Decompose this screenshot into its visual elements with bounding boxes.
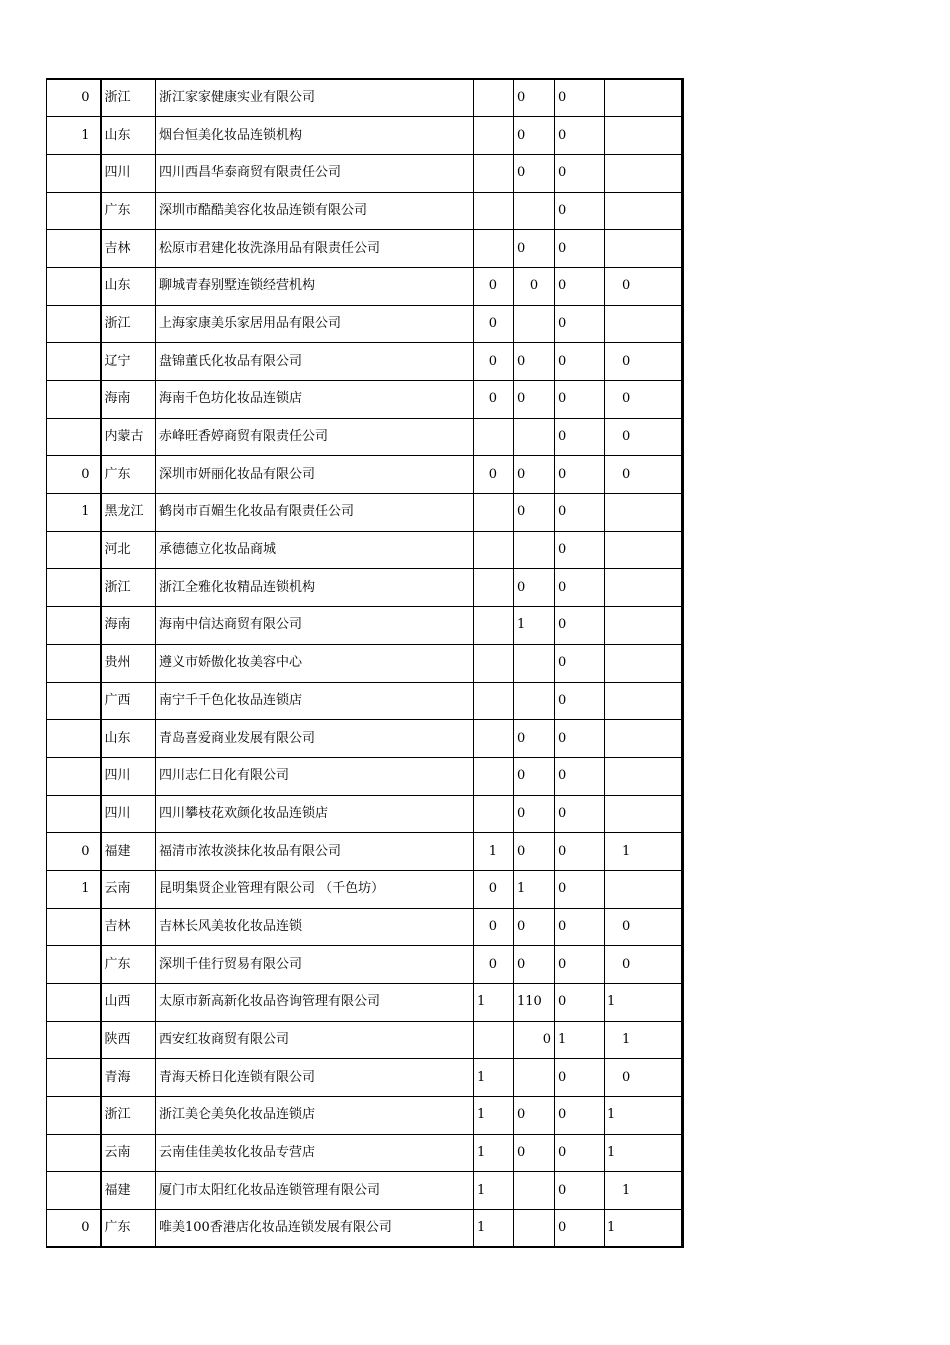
- table-row: [47, 569, 683, 607]
- value-2-cell: 1: [514, 607, 555, 645]
- province-cell: 广东: [101, 946, 156, 984]
- value-3-cell: 0: [555, 267, 605, 305]
- table-row: [47, 607, 683, 645]
- row-index-cell: [47, 531, 101, 569]
- value-3-cell: 0: [555, 418, 605, 456]
- province-cell: 吉林: [101, 908, 156, 946]
- row-index-cell: 0: [47, 833, 101, 871]
- company-name-cell: 盘锦董氏化妆品有限公司: [156, 343, 474, 381]
- province-cell: 广西: [101, 682, 156, 720]
- table-row: [47, 305, 683, 343]
- value-3-cell: 0: [555, 1097, 605, 1135]
- row-index-cell: [47, 230, 101, 268]
- province-cell: 吉林: [101, 230, 156, 268]
- value-4-cell: 0: [605, 908, 683, 946]
- value-1-cell: [474, 154, 514, 192]
- table-row: [47, 908, 683, 946]
- company-name-cell: 青海天桥日化连锁有限公司: [156, 1059, 474, 1097]
- row-index-cell: [47, 908, 101, 946]
- row-index-cell: [47, 682, 101, 720]
- value-1-cell: 0: [474, 908, 514, 946]
- table-row: [47, 117, 683, 155]
- province-cell: 山西: [101, 984, 156, 1022]
- value-1-cell: [474, 192, 514, 230]
- table-row: [47, 192, 683, 230]
- province-cell: 黑龙江: [101, 494, 156, 532]
- value-1-cell: [474, 117, 514, 155]
- value-3-cell: 0: [555, 192, 605, 230]
- value-3-cell: 0: [555, 1172, 605, 1210]
- row-index-cell: [47, 607, 101, 645]
- value-1-cell: [474, 607, 514, 645]
- province-cell: 海南: [101, 381, 156, 419]
- table-row: [47, 418, 683, 456]
- value-4-cell: 0: [605, 946, 683, 984]
- company-name-cell: 海南中信达商贸有限公司: [156, 607, 474, 645]
- table-row: [47, 456, 683, 494]
- company-name-cell: 深圳市酷酷美容化妆品连锁有限公司: [156, 192, 474, 230]
- value-4-cell: [605, 644, 683, 682]
- province-cell: 四川: [101, 154, 156, 192]
- value-4-cell: 1: [605, 1097, 683, 1135]
- value-2-cell: [514, 1210, 555, 1248]
- value-1-cell: [474, 682, 514, 720]
- value-1-cell: [474, 494, 514, 532]
- company-name-cell: 浙江美仑美奂化妆品连锁店: [156, 1097, 474, 1135]
- province-cell: 山东: [101, 267, 156, 305]
- value-4-cell: 0: [605, 456, 683, 494]
- row-index-cell: [47, 984, 101, 1022]
- row-index-cell: [47, 757, 101, 795]
- row-index-cell: 0: [47, 79, 101, 117]
- value-2-cell: 0: [514, 1097, 555, 1135]
- value-3-cell: 0: [555, 870, 605, 908]
- value-2-cell: [514, 682, 555, 720]
- value-4-cell: [605, 494, 683, 532]
- value-4-cell: [605, 117, 683, 155]
- value-3-cell: 0: [555, 1059, 605, 1097]
- value-1-cell: 1: [474, 833, 514, 871]
- value-1-cell: [474, 418, 514, 456]
- row-index-cell: [47, 192, 101, 230]
- value-4-cell: [605, 607, 683, 645]
- company-name-cell: 浙江家家健康实业有限公司: [156, 79, 474, 117]
- value-3-cell: 0: [555, 720, 605, 758]
- company-name-cell: 遵义市娇傲化妆美容中心: [156, 644, 474, 682]
- row-index-cell: 0: [47, 456, 101, 494]
- value-4-cell: [605, 230, 683, 268]
- value-3-cell: 0: [555, 343, 605, 381]
- value-4-cell: [605, 720, 683, 758]
- row-index-cell: [47, 305, 101, 343]
- value-2-cell: 0: [514, 117, 555, 155]
- value-4-cell: 1: [605, 1021, 683, 1059]
- value-3-cell: 0: [555, 1210, 605, 1248]
- value-2-cell: 1: [514, 870, 555, 908]
- province-cell: 山东: [101, 117, 156, 155]
- value-1-cell: 0: [474, 870, 514, 908]
- value-2-cell: 0: [514, 908, 555, 946]
- value-4-cell: [605, 531, 683, 569]
- value-3-cell: 0: [555, 569, 605, 607]
- value-1-cell: [474, 569, 514, 607]
- table-row: [47, 984, 683, 1022]
- company-name-cell: 南宁千千色化妆品连锁店: [156, 682, 474, 720]
- value-1-cell: 1: [474, 1210, 514, 1248]
- province-cell: 福建: [101, 1172, 156, 1210]
- value-1-cell: [474, 720, 514, 758]
- table-row: [47, 833, 683, 871]
- table-body: [47, 79, 683, 1247]
- company-name-cell: 烟台恒美化妆品连锁机构: [156, 117, 474, 155]
- table-row: [47, 795, 683, 833]
- company-name-cell: 吉林长风美妆化妆品连锁: [156, 908, 474, 946]
- value-3-cell: 0: [555, 494, 605, 532]
- value-4-cell: [605, 870, 683, 908]
- company-name-cell: 青岛喜爱商业发展有限公司: [156, 720, 474, 758]
- company-name-cell: 太原市新高新化妆品咨询管理有限公司: [156, 984, 474, 1022]
- province-cell: 广东: [101, 456, 156, 494]
- value-4-cell: 1: [605, 1210, 683, 1248]
- table-row: [47, 757, 683, 795]
- table-row: [47, 1097, 683, 1135]
- company-name-cell: 福清市浓妆淡抹化妆品有限公司: [156, 833, 474, 871]
- table-row: [47, 682, 683, 720]
- row-index-cell: 1: [47, 870, 101, 908]
- value-4-cell: [605, 795, 683, 833]
- table-row: [47, 1021, 683, 1059]
- value-1-cell: 1: [474, 984, 514, 1022]
- company-name-cell: 聊城青春别墅连锁经营机构: [156, 267, 474, 305]
- value-2-cell: [514, 1172, 555, 1210]
- value-4-cell: 0: [605, 381, 683, 419]
- value-2-cell: 0: [514, 494, 555, 532]
- value-3-cell: 0: [555, 908, 605, 946]
- value-3-cell: 0: [555, 682, 605, 720]
- company-name-cell: 西安红妆商贸有限公司: [156, 1021, 474, 1059]
- value-2-cell: 0: [514, 456, 555, 494]
- value-3-cell: 0: [555, 456, 605, 494]
- value-4-cell: [605, 305, 683, 343]
- value-4-cell: [605, 757, 683, 795]
- value-3-cell: 0: [555, 984, 605, 1022]
- row-index-cell: [47, 267, 101, 305]
- value-1-cell: 1: [474, 1134, 514, 1172]
- value-1-cell: 1: [474, 1097, 514, 1135]
- value-2-cell: [514, 644, 555, 682]
- value-3-cell: 1: [555, 1021, 605, 1059]
- value-3-cell: 0: [555, 230, 605, 268]
- province-cell: 云南: [101, 1134, 156, 1172]
- province-cell: 辽宁: [101, 343, 156, 381]
- value-2-cell: 0: [514, 757, 555, 795]
- table-row: [47, 343, 683, 381]
- province-cell: 海南: [101, 607, 156, 645]
- value-1-cell: [474, 531, 514, 569]
- value-2-cell: 0: [514, 343, 555, 381]
- province-cell: 浙江: [101, 1097, 156, 1135]
- company-name-cell: 深圳千佳行贸易有限公司: [156, 946, 474, 984]
- company-name-cell: 鹤岗市百媚生化妆品有限责任公司: [156, 494, 474, 532]
- row-index-cell: [47, 644, 101, 682]
- value-3-cell: 0: [555, 946, 605, 984]
- value-4-cell: [605, 79, 683, 117]
- value-4-cell: [605, 192, 683, 230]
- row-index-cell: [47, 795, 101, 833]
- value-3-cell: 0: [555, 644, 605, 682]
- value-2-cell: [514, 305, 555, 343]
- province-cell: 浙江: [101, 305, 156, 343]
- province-cell: 四川: [101, 795, 156, 833]
- table-row: [47, 1210, 683, 1248]
- value-2-cell: [514, 418, 555, 456]
- value-2-cell: 0: [514, 833, 555, 871]
- table-row: [47, 267, 683, 305]
- company-name-cell: 唯美100香港店化妆品连锁发展有限公司: [156, 1210, 474, 1248]
- table-row: [47, 1059, 683, 1097]
- value-1-cell: [474, 79, 514, 117]
- value-1-cell: [474, 795, 514, 833]
- value-4-cell: 0: [605, 267, 683, 305]
- value-2-cell: 110: [514, 984, 555, 1022]
- row-index-cell: [47, 154, 101, 192]
- row-index-cell: 1: [47, 494, 101, 532]
- value-2-cell: 0: [514, 79, 555, 117]
- province-cell: 山东: [101, 720, 156, 758]
- company-name-cell: 昆明集贤企业管理有限公司 （千色坊）: [156, 870, 474, 908]
- company-name-cell: 深圳市妍丽化妆品有限公司: [156, 456, 474, 494]
- table-row: [47, 644, 683, 682]
- value-2-cell: [514, 192, 555, 230]
- province-cell: 贵州: [101, 644, 156, 682]
- value-3-cell: 0: [555, 117, 605, 155]
- value-1-cell: 0: [474, 381, 514, 419]
- table-row: [47, 1134, 683, 1172]
- value-1-cell: [474, 1021, 514, 1059]
- table-row: [47, 1172, 683, 1210]
- company-name-cell: 厦门市太阳红化妆品连锁管理有限公司: [156, 1172, 474, 1210]
- table-row: [47, 154, 683, 192]
- table-row: [47, 79, 683, 117]
- value-3-cell: 0: [555, 381, 605, 419]
- value-4-cell: 0: [605, 418, 683, 456]
- row-index-cell: [47, 569, 101, 607]
- province-cell: 陕西: [101, 1021, 156, 1059]
- table-row: [47, 381, 683, 419]
- province-cell: 福建: [101, 833, 156, 871]
- value-1-cell: 1: [474, 1172, 514, 1210]
- row-index-cell: [47, 1097, 101, 1135]
- value-1-cell: [474, 757, 514, 795]
- company-name-cell: 四川志仁日化有限公司: [156, 757, 474, 795]
- row-index-cell: [47, 1134, 101, 1172]
- value-2-cell: 0: [514, 720, 555, 758]
- row-index-cell: [47, 418, 101, 456]
- table-row: [47, 720, 683, 758]
- value-4-cell: 0: [605, 1059, 683, 1097]
- value-4-cell: 0: [605, 343, 683, 381]
- province-cell: 云南: [101, 870, 156, 908]
- row-index-cell: [47, 1172, 101, 1210]
- row-index-cell: 0: [47, 1210, 101, 1248]
- value-1-cell: 0: [474, 946, 514, 984]
- value-2-cell: 0: [514, 381, 555, 419]
- value-4-cell: 1: [605, 984, 683, 1022]
- province-cell: 河北: [101, 531, 156, 569]
- table-row: [47, 946, 683, 984]
- row-index-cell: [47, 720, 101, 758]
- value-1-cell: 0: [474, 456, 514, 494]
- data-table: [46, 78, 684, 1248]
- company-name-cell: 云南佳佳美妆化妆品专营店: [156, 1134, 474, 1172]
- company-name-cell: 浙江全雅化妆精品连锁机构: [156, 569, 474, 607]
- value-3-cell: 0: [555, 154, 605, 192]
- value-2-cell: 0: [514, 230, 555, 268]
- value-3-cell: 0: [555, 305, 605, 343]
- value-4-cell: [605, 682, 683, 720]
- value-1-cell: 1: [474, 1059, 514, 1097]
- company-name-cell: 承德德立化妆品商城: [156, 531, 474, 569]
- value-2-cell: 0: [514, 154, 555, 192]
- value-2-cell: [514, 1059, 555, 1097]
- value-2-cell: 0: [514, 946, 555, 984]
- value-2-cell: 0: [514, 1134, 555, 1172]
- value-2-cell: 0: [514, 795, 555, 833]
- company-name-cell: 松原市君建化妆洗涤用品有限责任公司: [156, 230, 474, 268]
- table-row: [47, 531, 683, 569]
- row-index-cell: 1: [47, 117, 101, 155]
- value-1-cell: 0: [474, 267, 514, 305]
- value-3-cell: 0: [555, 795, 605, 833]
- province-cell: 内蒙古: [101, 418, 156, 456]
- value-4-cell: [605, 569, 683, 607]
- province-cell: 浙江: [101, 569, 156, 607]
- table-row: [47, 230, 683, 268]
- value-4-cell: 1: [605, 833, 683, 871]
- value-3-cell: 0: [555, 1134, 605, 1172]
- company-name-cell: 四川攀枝花欢颜化妆品连锁店: [156, 795, 474, 833]
- row-index-cell: [47, 1059, 101, 1097]
- table-row: [47, 870, 683, 908]
- value-2-cell: 0: [514, 267, 555, 305]
- province-cell: 广东: [101, 192, 156, 230]
- value-1-cell: 0: [474, 305, 514, 343]
- value-2-cell: 0: [514, 569, 555, 607]
- company-name-cell: 赤峰旺香婷商贸有限责任公司: [156, 418, 474, 456]
- row-index-cell: [47, 381, 101, 419]
- company-name-cell: 上海家康美乐家居用品有限公司: [156, 305, 474, 343]
- province-cell: 浙江: [101, 79, 156, 117]
- row-index-cell: [47, 946, 101, 984]
- company-name-cell: 四川西昌华泰商贸有限责任公司: [156, 154, 474, 192]
- province-cell: 四川: [101, 757, 156, 795]
- value-4-cell: 1: [605, 1172, 683, 1210]
- row-index-cell: [47, 343, 101, 381]
- value-1-cell: 0: [474, 343, 514, 381]
- value-3-cell: 0: [555, 79, 605, 117]
- value-3-cell: 0: [555, 833, 605, 871]
- row-index-cell: [47, 1021, 101, 1059]
- province-cell: 青海: [101, 1059, 156, 1097]
- value-3-cell: 0: [555, 757, 605, 795]
- province-cell: 广东: [101, 1210, 156, 1248]
- value-4-cell: 1: [605, 1134, 683, 1172]
- table-row: [47, 494, 683, 532]
- value-2-cell: [514, 531, 555, 569]
- value-2-cell: 0: [514, 1021, 555, 1059]
- value-3-cell: 0: [555, 607, 605, 645]
- value-1-cell: [474, 230, 514, 268]
- value-1-cell: [474, 644, 514, 682]
- value-4-cell: [605, 154, 683, 192]
- value-3-cell: 0: [555, 531, 605, 569]
- company-name-cell: 海南千色坊化妆品连锁店: [156, 381, 474, 419]
